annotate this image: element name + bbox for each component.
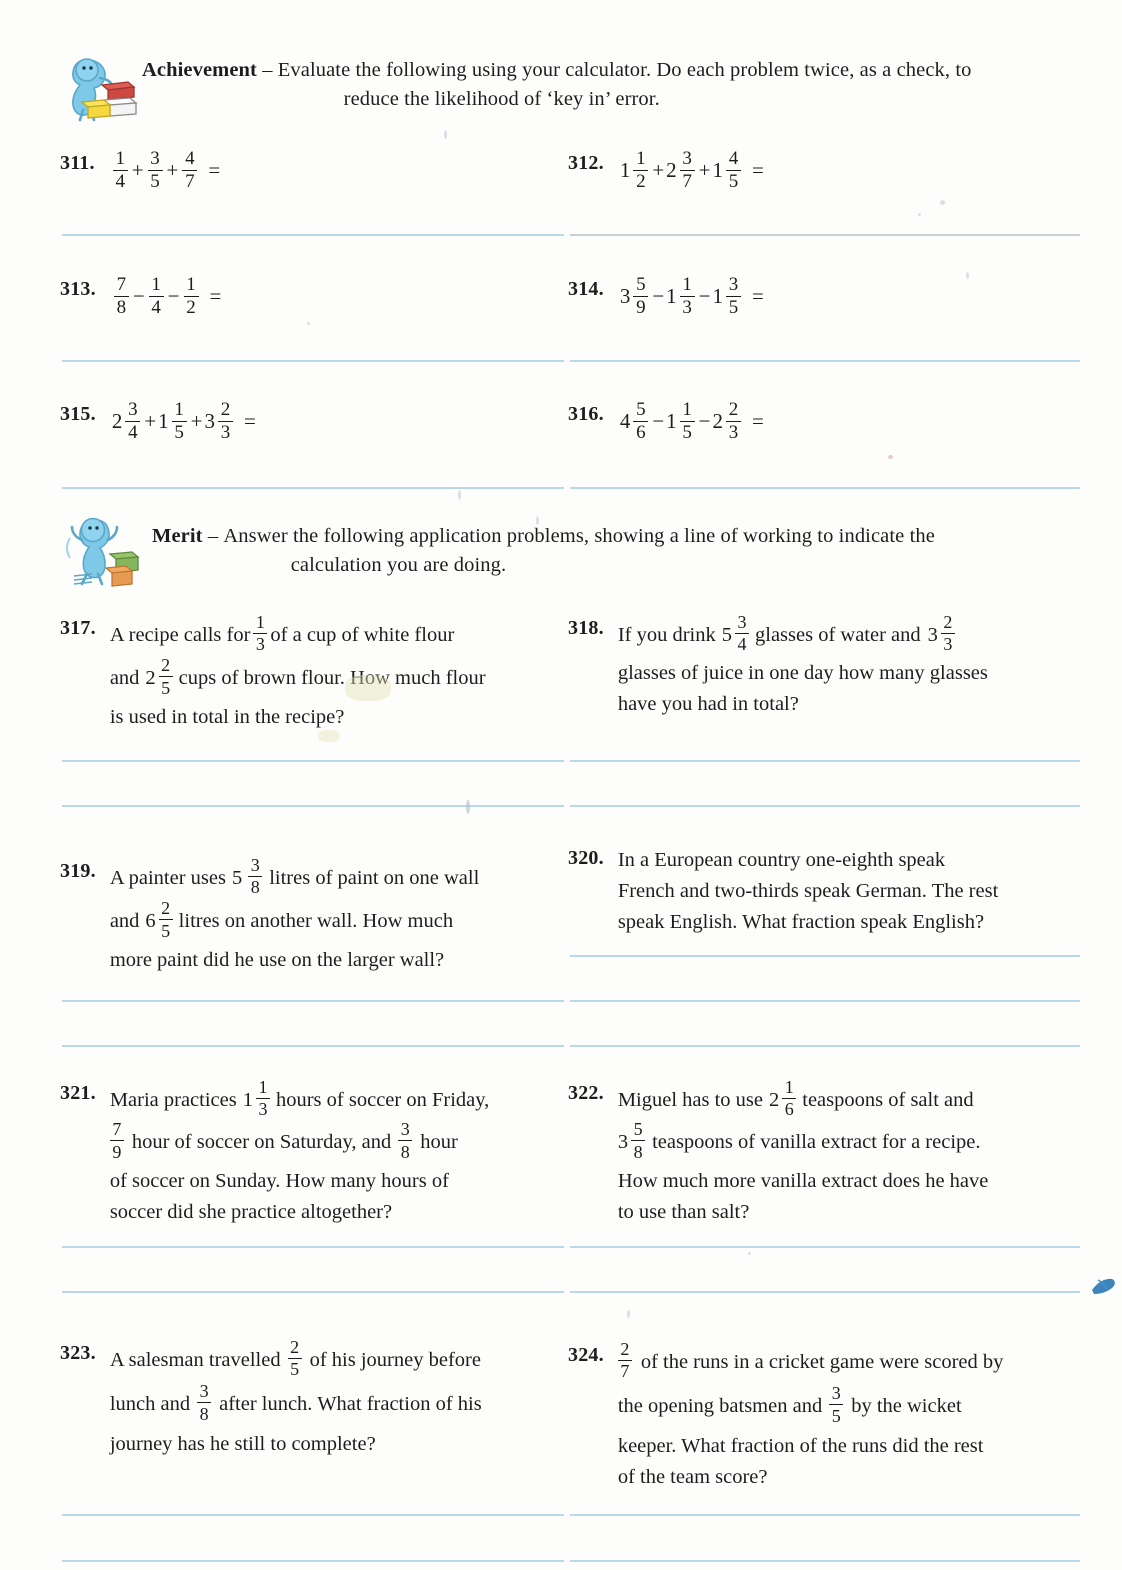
fraction: $\frac{4}{5}$: [726, 149, 741, 192]
answer-line[interactable]: [62, 1045, 564, 1047]
problem-text-line: [109, 655, 560, 698]
problem-320: [568, 845, 1078, 938]
scan-speck: [458, 490, 461, 500]
whole-number: 2: [769, 1088, 780, 1111]
text-fragment: litres on another wall. How much: [178, 909, 454, 932]
text-fragment: A recipe calls for: [109, 623, 251, 646]
text-fragment: If you drink: [617, 623, 716, 646]
fraction: $\frac{3}{4}$: [125, 400, 140, 443]
problem-313: [60, 276, 221, 319]
fraction: $\frac{5}{9}$: [633, 275, 648, 318]
fraction: $\frac{2}{7}$: [618, 1340, 632, 1380]
scan-speck: [444, 130, 447, 139]
equation-314: [620, 276, 764, 319]
equation-315: [112, 401, 256, 444]
problem-312: [568, 150, 764, 193]
section-line2-merit: calculation you are doing.: [290, 554, 507, 577]
text-fragment: A salesman travelled: [109, 1348, 281, 1371]
answer-line[interactable]: [62, 760, 564, 762]
fraction: $\frac{3}{8}$: [197, 1382, 211, 1422]
fraction: $\frac{2}{3}$: [941, 613, 955, 653]
problem-323: [60, 1337, 570, 1460]
problem-311: [60, 150, 220, 193]
section-text-merit: [152, 512, 935, 580]
equals-sign: =: [244, 409, 256, 434]
text-fragment: A painter uses: [109, 866, 226, 889]
text-fragment: hour: [420, 1130, 458, 1153]
problem-text-line: In a European country one-eighth speak: [617, 849, 946, 871]
fraction: $\frac{3}{8}$: [248, 856, 262, 896]
fraction: $\frac{3}{5}$: [726, 275, 741, 318]
problem-317: [60, 612, 560, 733]
blue-ink-mark-icon: [1088, 1274, 1118, 1305]
fraction: $\frac{2}{5}$: [159, 899, 173, 939]
section-dash-glyph: –: [262, 59, 273, 81]
problem-text-line: [617, 1119, 1078, 1162]
scan-speck: [940, 200, 945, 205]
operator: −: [132, 284, 145, 309]
whole-number: 1: [712, 284, 723, 309]
text-fragment: of a cup of white flour: [270, 623, 455, 646]
operator: −: [652, 409, 665, 434]
operator: +: [190, 409, 203, 434]
section-line1-achievement: Evaluate the following using your calculator. Do each problem twice, as a check, to: [277, 59, 972, 81]
equation-316: [620, 401, 764, 444]
text-fragment: teaspoons of salt and: [802, 1088, 974, 1111]
fraction: $\frac{1}{3}$: [680, 275, 695, 318]
mixed-number: [145, 655, 175, 698]
fraction: $\frac{2}{5}$: [288, 1338, 302, 1378]
fraction: $\frac{1}{4}$: [113, 149, 128, 192]
problem-number: 314.: [568, 278, 604, 300]
problem-316: [568, 401, 764, 444]
problem-text-line: is used in total in the recipe?: [109, 705, 345, 728]
operator: +: [144, 409, 157, 434]
answer-line[interactable]: [570, 1291, 1080, 1293]
answer-line[interactable]: [570, 955, 1080, 957]
section-text-achievement: [142, 52, 971, 114]
operator: +: [698, 158, 711, 183]
answer-line[interactable]: [570, 1514, 1080, 1516]
fraction: $\frac{3}{5}$: [148, 149, 163, 192]
problem-text-line: [109, 1337, 570, 1380]
answer-line[interactable]: [62, 1000, 564, 1002]
answer-line[interactable]: [62, 1560, 564, 1562]
answer-line[interactable]: [62, 487, 564, 489]
text-fragment: Maria practices: [109, 1088, 237, 1111]
problem-number: 318.: [568, 617, 604, 639]
problem-number: 315.: [60, 403, 96, 425]
text-fragment: and: [109, 909, 140, 932]
problem-text-line: glasses of juice in one day how many glasses: [617, 662, 988, 685]
whole-number: 2: [666, 158, 677, 183]
problem-text-line: journey has he still to complete?: [109, 1432, 376, 1455]
answer-line[interactable]: [570, 360, 1080, 362]
fraction: $\frac{1}{5}$: [680, 400, 695, 443]
problem-text-line: [617, 1077, 1078, 1120]
problem-number: 311.: [60, 152, 95, 174]
whole-number: 1: [712, 158, 723, 183]
fraction: $\frac{1}{3}$: [256, 1078, 270, 1118]
mixed-number: [231, 855, 265, 898]
problem-text-line: [617, 1383, 1078, 1426]
problem-315: [60, 401, 256, 444]
section-label-merit: Merit: [152, 525, 203, 547]
problem-number: 313.: [60, 278, 96, 300]
answer-line[interactable]: [570, 1000, 1080, 1002]
problem-324: [568, 1339, 1078, 1493]
fraction: $\frac{5}{8}$: [631, 1120, 645, 1160]
mixed-number: [242, 1077, 273, 1120]
problem-number: 322.: [568, 1082, 604, 1104]
text-fragment: lunch and: [109, 1392, 191, 1415]
fraction: $\frac{3}{7}$: [680, 149, 695, 192]
problem-text-line: soccer did she practice altogether?: [109, 1200, 393, 1223]
problem-text-line: How much more vanilla extract does he have: [617, 1169, 989, 1192]
problem-number: 316.: [568, 403, 604, 425]
problem-text-line: [109, 898, 570, 941]
text-fragment: of his journey before: [309, 1348, 481, 1371]
fraction: $\frac{3}{8}$: [398, 1120, 412, 1160]
fraction: $\frac{2}{3}$: [218, 400, 233, 443]
problem-text-line: French and two-thirds speak German. The rest: [617, 880, 999, 903]
problem-number: 324.: [568, 1344, 604, 1366]
problem-number: 312.: [568, 152, 604, 174]
section-line2-achievement: reduce the likelihood of ‘key in’ error.: [343, 88, 660, 111]
fraction: $\frac{5}{6}$: [633, 400, 648, 443]
scan-speck: [536, 516, 539, 525]
operator: +: [131, 158, 144, 183]
section-dash-glyph: –: [207, 525, 219, 547]
section-header-merit: [62, 512, 1082, 584]
scan-speck: [918, 213, 921, 216]
answer-line[interactable]: [62, 1246, 564, 1248]
scan-speck: [307, 322, 310, 325]
mixed-number: [769, 1077, 799, 1120]
fraction: $\frac{1}{6}$: [782, 1078, 796, 1118]
problem-number: 319.: [60, 860, 96, 882]
answer-line[interactable]: [570, 1246, 1080, 1248]
scan-speck: [627, 1310, 630, 1318]
problem-322: [568, 1077, 1078, 1228]
answer-line[interactable]: [570, 1045, 1080, 1047]
problem-number: 317.: [60, 617, 96, 639]
whole-number: 5: [721, 623, 732, 646]
fraction: $\frac{2}{3}$: [726, 400, 741, 443]
equals-sign: =: [752, 409, 764, 434]
whole-number: 2: [145, 666, 156, 689]
fraction: $\frac{7}{8}$: [114, 275, 129, 318]
blue-person-climbing-boxes-icon: [62, 512, 152, 584]
operator: +: [166, 158, 179, 183]
problem-text-line: [109, 1077, 570, 1120]
fraction: $\frac{1}{5}$: [172, 400, 187, 443]
problem-text-line: to use than salt?: [617, 1200, 750, 1223]
answer-line[interactable]: [570, 805, 1080, 807]
problem-number: 323.: [60, 1342, 96, 1364]
operator: −: [698, 284, 711, 309]
fraction: $\frac{3}{4}$: [735, 613, 749, 653]
fraction: $\frac{4}{7}$: [182, 149, 197, 192]
problem-321: [60, 1077, 570, 1228]
problem-text-line: more paint did he use on the larger wall?: [109, 948, 445, 971]
equals-sign: =: [752, 158, 764, 183]
whole-number: 1: [666, 284, 677, 309]
problem-number: 320.: [568, 847, 604, 869]
whole-number: 1: [242, 1088, 253, 1111]
problem-text-line: [110, 1119, 570, 1162]
answer-line[interactable]: [62, 360, 564, 362]
answer-line[interactable]: [62, 1514, 564, 1516]
text-fragment: the opening batsmen and: [617, 1394, 823, 1417]
section-header-achievement: [60, 52, 1080, 124]
mixed-number: [927, 612, 958, 655]
text-fragment: by the wicket: [851, 1394, 962, 1417]
text-fragment: teaspoons of vanilla extract for a recipe.: [652, 1130, 981, 1153]
answer-line[interactable]: [62, 234, 564, 236]
equals-sign: =: [208, 158, 221, 183]
problem-number: 321.: [60, 1082, 96, 1104]
problem-314: [568, 276, 764, 319]
text-fragment: hour of soccer on Saturday, and: [131, 1130, 392, 1153]
scan-speck: [966, 272, 969, 279]
mixed-number: [145, 898, 175, 941]
whole-number: 5: [231, 866, 243, 889]
problem-text-line: [109, 855, 570, 898]
fraction: $\frac{1}{2}$: [633, 149, 648, 192]
operator: −: [652, 284, 665, 309]
scan-speck: [748, 1252, 751, 1255]
scan-speck: [466, 800, 470, 814]
answer-line[interactable]: [570, 234, 1080, 236]
whole-number: 2: [712, 409, 723, 434]
problem-text-line: [109, 1381, 570, 1424]
fraction: $\frac{3}{5}$: [829, 1384, 843, 1424]
equals-sign: =: [209, 284, 222, 309]
problem-text-line: of the team score?: [617, 1465, 768, 1488]
fraction: $\frac{1}{4}$: [149, 275, 164, 318]
operator: −: [167, 284, 180, 309]
fraction: $\frac{1}{3}$: [253, 613, 267, 653]
text-fragment: cups of brown flour. How much flour: [178, 666, 486, 689]
text-fragment: of the runs in a cricket game were scored by: [640, 1350, 1004, 1373]
problem-318: [568, 612, 1078, 721]
problem-text-line: keeper. What fraction of the runs did the rest: [617, 1434, 984, 1457]
mixed-number: [721, 612, 752, 655]
answer-line[interactable]: [570, 487, 1080, 489]
equals-sign: =: [752, 284, 764, 309]
whole-number: 6: [145, 909, 156, 932]
fraction: $\frac{7}{9}$: [110, 1120, 124, 1160]
operator: +: [652, 158, 665, 183]
scan-smudge: [318, 730, 340, 742]
whole-number: 1: [666, 409, 677, 434]
problem-text-line: [618, 1339, 1078, 1382]
problem-text-line: have you had in total?: [617, 693, 799, 716]
answer-line[interactable]: [570, 760, 1080, 762]
mixed-number: [617, 1119, 648, 1162]
equation-313: [112, 276, 222, 319]
whole-number: 4: [619, 409, 631, 434]
problem-text-line: [109, 612, 560, 655]
fraction: $\frac{1}{2}$: [184, 275, 199, 318]
problem-text-line: speak English. What fraction speak English?: [617, 911, 985, 934]
text-fragment: hours of soccer on Friday,: [275, 1088, 490, 1111]
operator: −: [698, 409, 711, 434]
text-fragment: glasses of water and: [755, 623, 921, 646]
equation-312: [620, 150, 764, 193]
whole-number: 1: [158, 409, 169, 434]
whole-number: 3: [619, 284, 631, 309]
equation-311: [111, 150, 221, 193]
scan-speck: [888, 455, 893, 459]
whole-number: 3: [927, 623, 938, 646]
blue-person-with-boxes-icon: [60, 52, 142, 124]
text-fragment: Miguel has to use: [617, 1088, 764, 1111]
section-label-achievement: Achievement: [142, 59, 257, 81]
whole-number: 2: [111, 409, 123, 434]
text-fragment: litres of paint on one wall: [269, 866, 480, 889]
answer-line[interactable]: [62, 1291, 564, 1293]
answer-line[interactable]: [62, 805, 564, 807]
whole-number: 3: [204, 409, 215, 434]
answer-line[interactable]: [570, 1560, 1080, 1562]
problem-text-line: of soccer on Sunday. How many hours of: [109, 1169, 449, 1192]
fraction: $\frac{2}{5}$: [159, 656, 173, 696]
text-fragment: after lunch. What fraction of his: [219, 1392, 482, 1415]
whole-number: 3: [617, 1130, 629, 1153]
section-line1-merit: Answer the following application problems, showing a line of working to indicate the: [223, 525, 935, 547]
scan-smudge: [345, 675, 391, 701]
whole-number: 1: [619, 158, 631, 183]
problem-text-line: [617, 612, 1078, 655]
text-fragment: and: [109, 666, 140, 689]
problem-319: [60, 855, 570, 976]
